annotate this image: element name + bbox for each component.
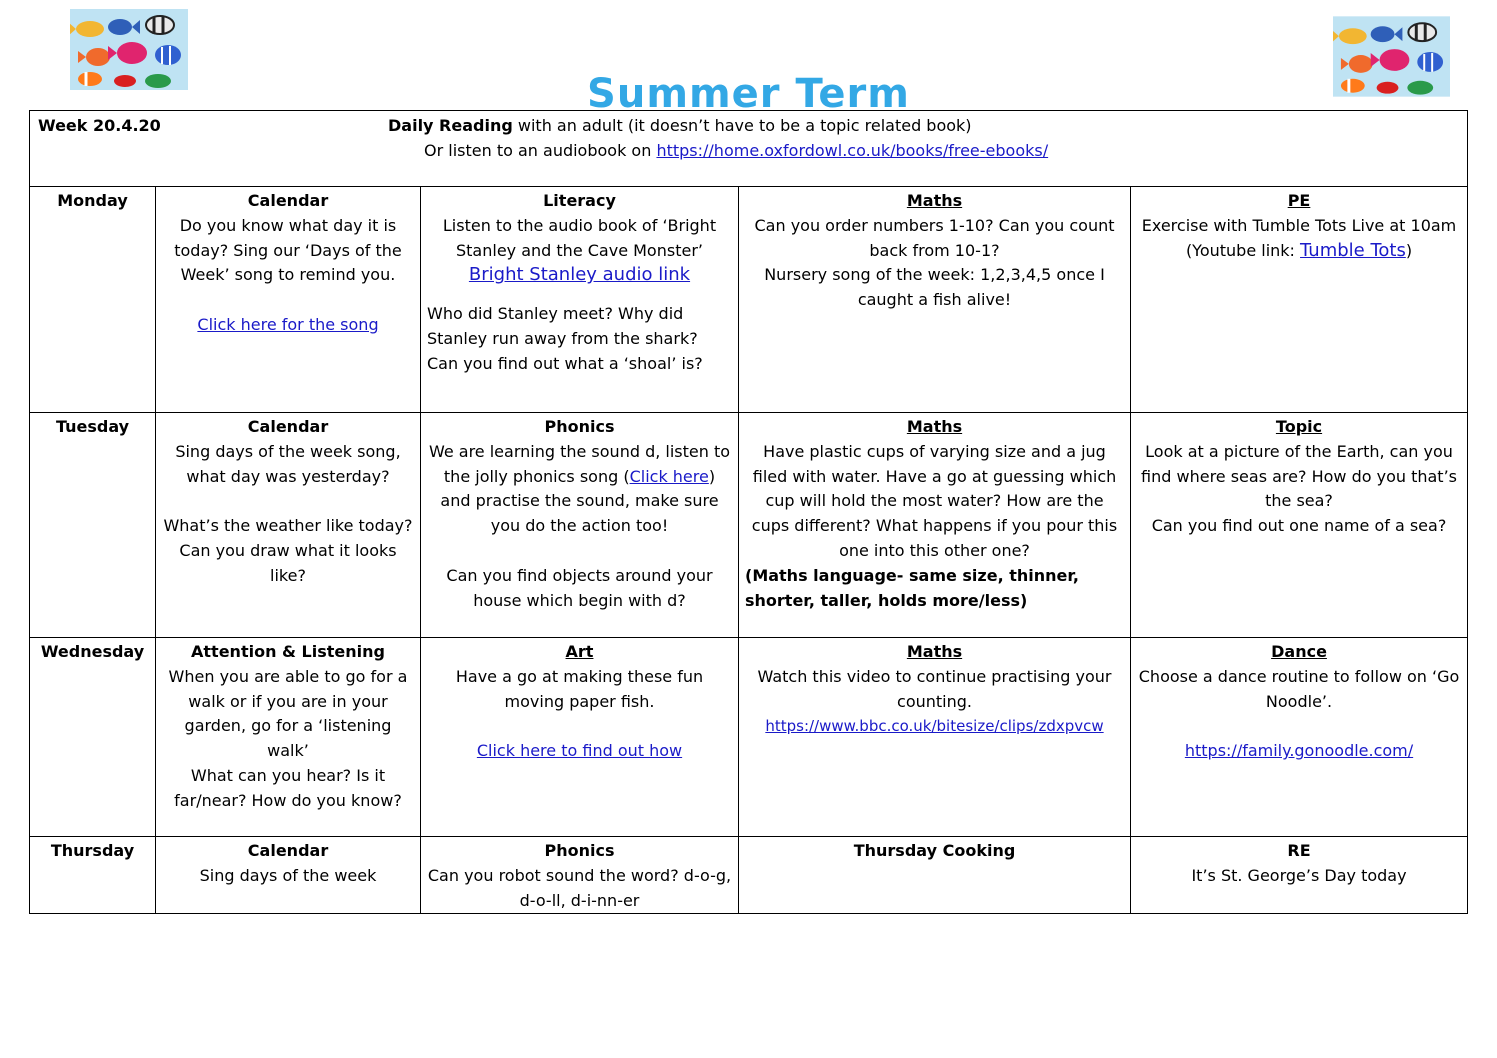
cell-heading: Topic (1275, 417, 1323, 436)
week-header-row (30, 111, 1468, 187)
weekly-plan-table (29, 110, 1468, 914)
day-tuesday: Tuesday (30, 413, 156, 638)
cell-heading: Attention & Listening (191, 642, 385, 661)
cell-text: When you are able to go for a walk or if you are in your garden, go for a ‘listening walk’ (168, 666, 408, 761)
cell-text: Listen to the audio book of ‘Bright Stanley and the Cave Monster’ (442, 215, 717, 260)
daily-reading-label: Daily Reading (388, 116, 513, 135)
cell-heading: Maths (906, 417, 963, 436)
maths-language-text: (Maths language- same size, thinner, shorter, taller, holds more/less) (745, 565, 1079, 610)
cell-heading: RE (1287, 841, 1311, 860)
youtube-prefix: (Youtube link: (1185, 240, 1301, 260)
cell-text: Have plastic cups of varying size and a jug filed with water. Have a go at guessing which cup will hold the most water? How are the cups different? What happens if you pour this one into this other one? (751, 441, 1118, 560)
tumble-tots-link[interactable]: Tumble Tots (1300, 239, 1406, 261)
wednesday-attention-cell (156, 638, 421, 837)
cell-text: Have a go at making these fun moving paper fish. (455, 666, 704, 711)
day-thursday: Thursday (30, 837, 156, 914)
day-wednesday: Wednesday (30, 638, 156, 837)
wednesday-art-cell (421, 638, 739, 837)
cell-heading: Art (565, 642, 594, 661)
cell-heading: Literacy (543, 191, 616, 210)
cell-text: Can you robot sound the word? d-o-g, d-o-ll, d-i-nn-er (427, 865, 732, 910)
cell-heading: Calendar (247, 191, 329, 210)
bright-stanley-audio-link[interactable]: Bright Stanley audio link (468, 264, 691, 286)
cell-text: It’s St. George’s Day today (1191, 865, 1407, 885)
thursday-cooking-cell (739, 837, 1131, 914)
tuesday-topic-cell (1131, 413, 1468, 638)
page-title: Summer Term (587, 71, 910, 117)
cell-text: What’s the weather like today? Can you draw what it looks like? (163, 516, 413, 585)
monday-pe-cell (1131, 187, 1468, 413)
monday-literacy-cell (421, 187, 739, 413)
wednesday-maths-cell (739, 638, 1131, 837)
tuesday-calendar-cell (156, 413, 421, 638)
audiobook-label: Or listen to an audiobook on (424, 141, 657, 160)
cell-heading: Maths (906, 191, 963, 210)
cell-text: Can you order numbers 1-10? Can you count back from 10-1? (754, 215, 1115, 260)
cell-heading: Phonics (544, 841, 615, 860)
week-header-cell (30, 111, 1468, 187)
cell-text: Can you find out one name of a sea? (1151, 516, 1447, 536)
monday-maths-cell (739, 187, 1131, 413)
tuesday-maths-cell (739, 413, 1131, 638)
cell-text: Look at a picture of the Earth, can you find where seas are? How do you that’s the sea? (1141, 441, 1457, 511)
daily-reading-rest: with an adult (it doesn’t have to be a topic related book) (512, 116, 972, 135)
cell-heading: PE (1287, 191, 1311, 210)
day-monday: Monday (30, 187, 156, 413)
cell-text: ) and practise the sound, make sure you do the action too! (440, 466, 719, 536)
thursday-row (30, 837, 1468, 914)
cell-heading: Phonics (544, 417, 615, 436)
wednesday-row (30, 638, 1468, 837)
tuesday-row (30, 413, 1468, 638)
monday-calendar-cell (156, 187, 421, 413)
cell-text: Choose a dance routine to follow on ‘Go Noodle’. (1138, 666, 1460, 711)
oxfordowl-link[interactable]: https://home.oxfordowl.co.uk/books/free-ebooks/ (656, 141, 1049, 160)
cell-text: Sing days of the week song, what day was yesterday? (175, 441, 401, 486)
youtube-suffix: ) (1405, 240, 1413, 260)
cell-heading: Calendar (247, 841, 329, 860)
cell-text: Sing days of the week (199, 865, 377, 885)
cell-text-questions: Who did Stanley meet? Why did Stanley run away from the shark? Can you find out what a ‘shoal’ is? (427, 304, 703, 373)
tuesday-phonics-cell (421, 413, 739, 638)
monday-row (30, 187, 1468, 413)
cell-heading: Maths (906, 642, 963, 661)
paper-fish-link[interactable]: Click here to find out how (476, 741, 683, 761)
bbc-bitesize-link[interactable]: https://www.bbc.co.uk/bitesize/clips/zdxpvcw (765, 717, 1104, 736)
wednesday-dance-cell (1131, 638, 1468, 837)
cell-text: Watch this video to continue practising your counting. (757, 666, 1112, 711)
cell-text: Can you find objects around your house which begin with d? (446, 565, 713, 610)
cell-heading: Calendar (247, 417, 329, 436)
cell-heading: Thursday Cooking (853, 841, 1016, 860)
jolly-phonics-link[interactable]: Click here (629, 466, 709, 486)
thursday-phonics-cell (421, 837, 739, 914)
cell-text: Exercise with Tumble Tots Live at 10am (1141, 215, 1457, 235)
audiobook-text (424, 139, 1048, 164)
cell-heading: Dance (1271, 642, 1327, 661)
daily-reading-text (388, 114, 972, 139)
gonoodle-link[interactable]: https://family.gonoodle.com/ (1184, 741, 1414, 761)
week-label: Week 20.4.20 (38, 116, 161, 135)
thursday-re-cell (1131, 837, 1468, 914)
cell-text: We are learning the sound d, listen to the jolly phonics song ( (428, 441, 731, 486)
cell-text: What can you hear? Is it far/near? How do you know? (174, 765, 402, 810)
cell-text: Do you know what day it is today? Sing our ‘Days of the Week’ song to remind you. (174, 215, 402, 285)
cell-text: Nursery song of the week: 1,2,3,4,5 once I caught a fish alive! (764, 265, 1105, 310)
song-link[interactable]: Click here for the song (197, 314, 379, 334)
thursday-calendar-cell (156, 837, 421, 914)
